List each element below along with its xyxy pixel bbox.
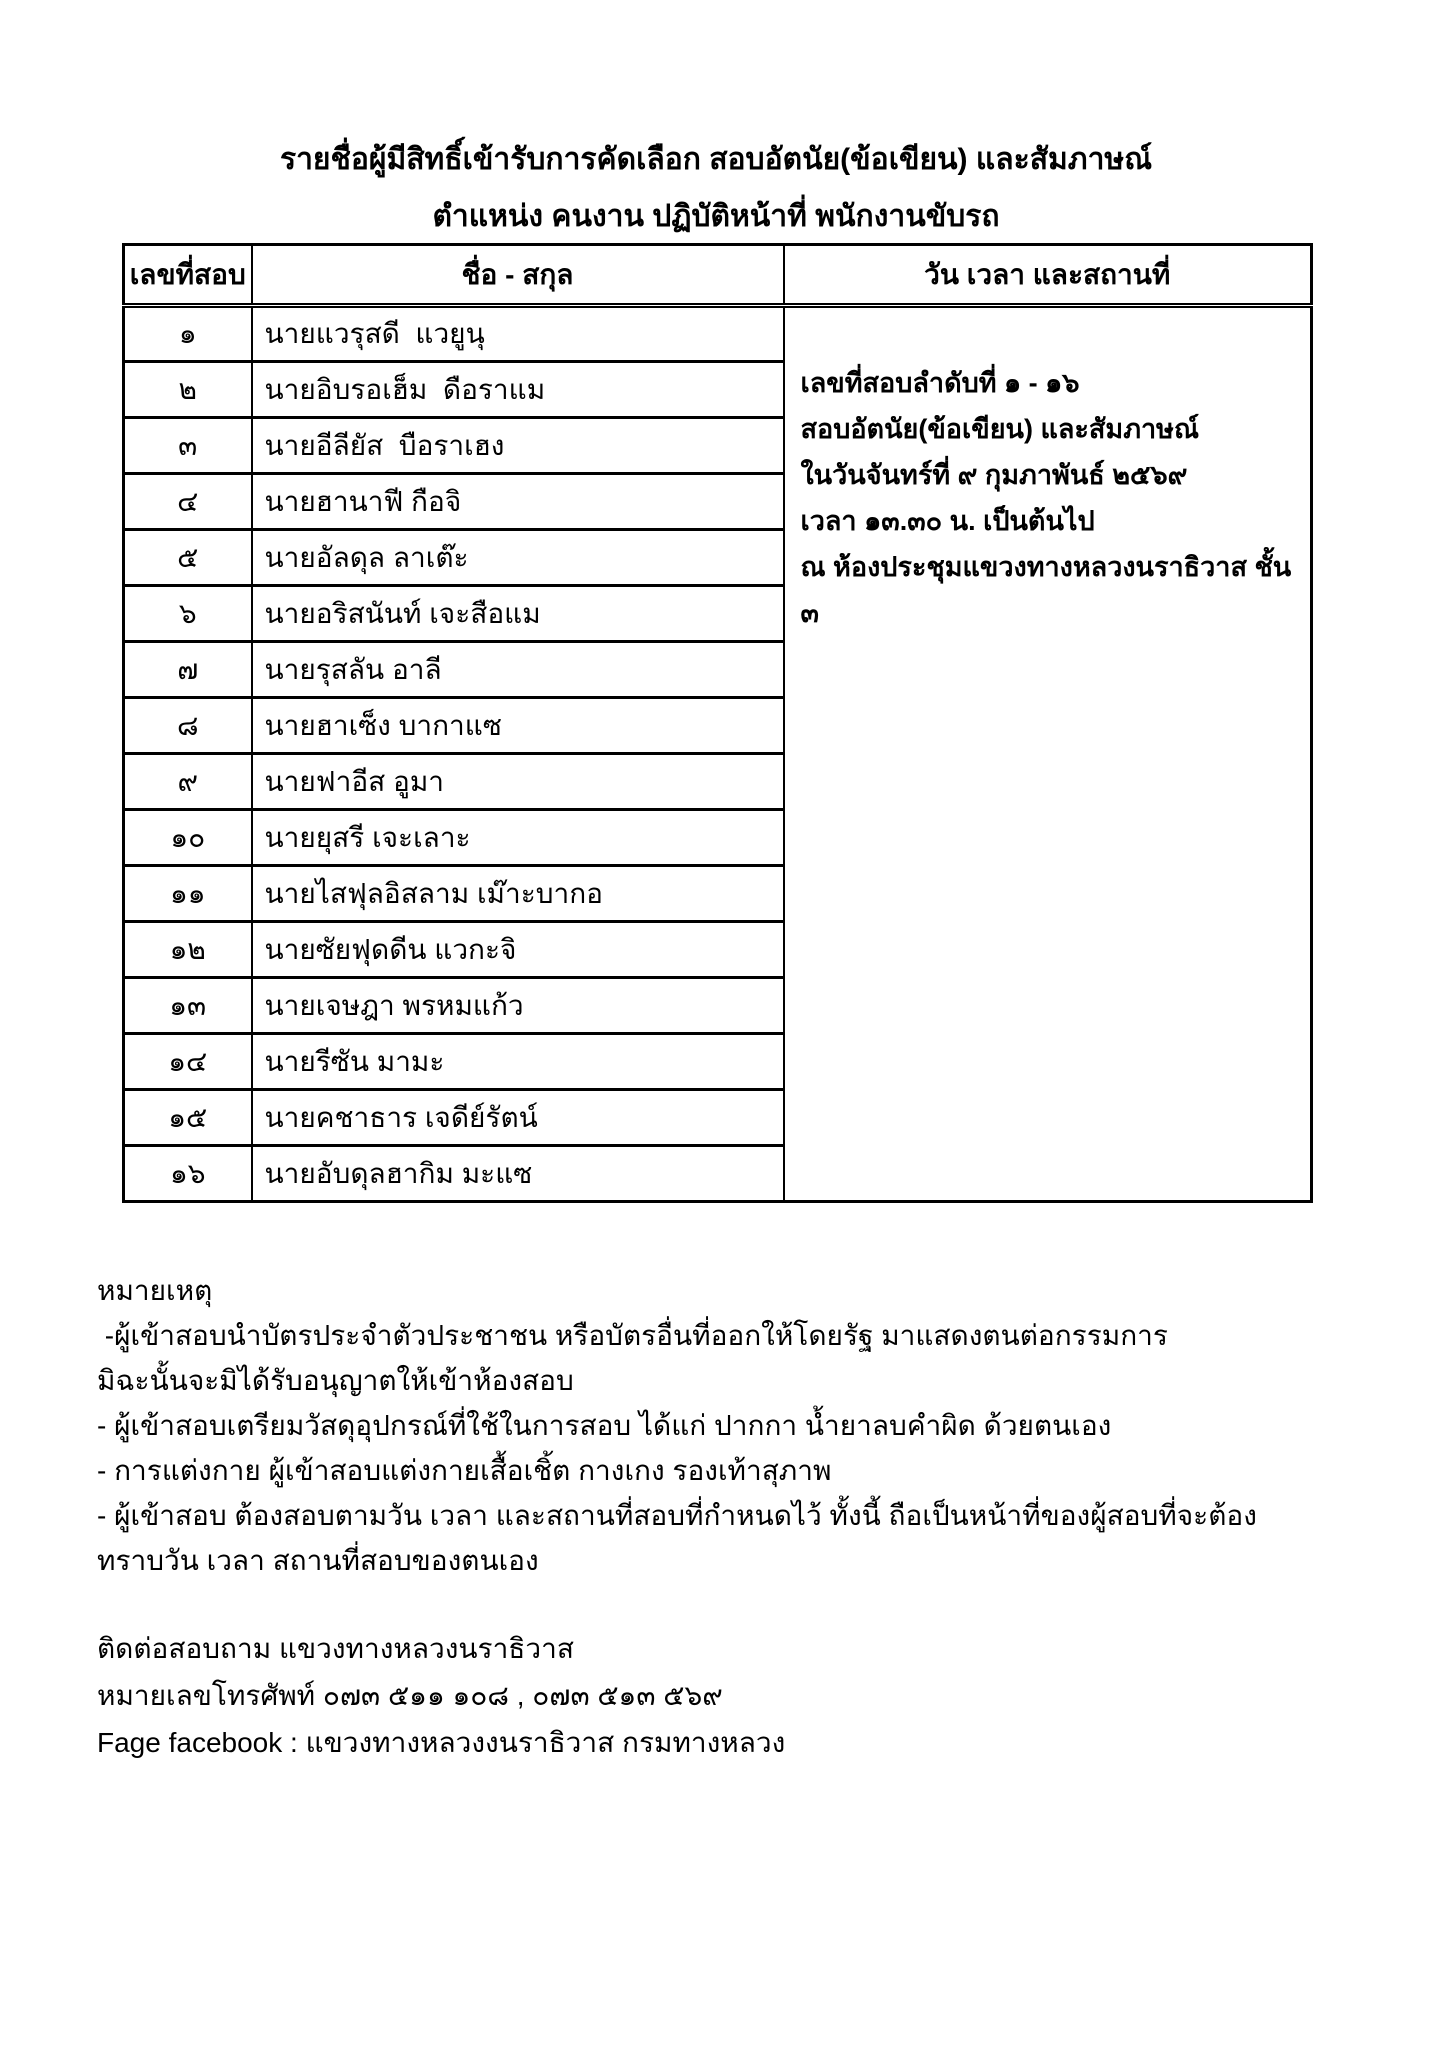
- page-subtitle: ตำแหน่ง คนงาน ปฏิบัติหน้าที่ พนักงานขับรถ: [432, 200, 1000, 233]
- exam-number: ๑: [124, 306, 252, 362]
- exam-number: ๑๖: [124, 1146, 252, 1202]
- schedule-line: เวลา ๑๓.๓๐ น. เป็นต้นไป: [800, 506, 1095, 536]
- table-header-row: [124, 245, 1312, 306]
- schedule-line: ณ ห้องประชุมแขวงทางหลวงนราธิวาส ชั้น ๓: [800, 552, 1299, 628]
- notes-heading: หมายเหตุ: [97, 1275, 213, 1306]
- candidate-name: นายคชาธาร เจดีย์รัตน์: [252, 1090, 784, 1146]
- exam-number: ๓: [124, 418, 252, 474]
- exam-number: ๑๑: [124, 866, 252, 922]
- candidate-name: นายอัลดุล ลาเต๊ะ: [252, 530, 784, 586]
- schedule-line: ในวันจันทร์ที่ ๙ กุมภาพันธ์ ๒๕๖๙: [800, 460, 1188, 490]
- header-name-surname: ชื่อ - สกุล: [252, 245, 784, 306]
- candidate-name: นายฟาอีส อูมา: [252, 754, 784, 810]
- exam-number: ๑๐: [124, 810, 252, 866]
- note-line: -ผู้เข้าสอบนำบัตรประจำตัวประชาชน หรือบัตรอื่นที่ออกให้โดยรัฐ มาแสดงตนต่อกรรมการ: [97, 1320, 1168, 1351]
- exam-number: ๑๕: [124, 1090, 252, 1146]
- schedule-cell: [784, 306, 1312, 1202]
- candidate-name: นายแวรุสดี แวยูนุ: [252, 306, 784, 362]
- candidate-name: นายรีซัน มามะ: [252, 1034, 784, 1090]
- exam-number: ๑๓: [124, 978, 252, 1034]
- candidate-name: นายซัยฟุดดีน แวกะจิ: [252, 922, 784, 978]
- candidate-name: นายอับดุลฮากิม มะแซ: [252, 1146, 784, 1202]
- candidate-name: นายอิบรอเฮ็ม ดือราแม: [252, 362, 784, 418]
- candidate-name: นายฮาเซ็ง บากาแซ: [252, 698, 784, 754]
- candidate-table: [122, 243, 1313, 1203]
- note-line: - ผู้เข้าสอบ ต้องสอบตามวัน เวลา และสถานที่สอบที่กำหนดไว้ ทั้งนี้ ถือเป็นหน้าที่ของผู้สอบที่จะต้อง: [97, 1500, 1257, 1531]
- note-line: ทราบวัน เวลา สถานที่สอบของตนเอง: [97, 1545, 539, 1576]
- exam-number: ๕: [124, 530, 252, 586]
- exam-number: ๗: [124, 642, 252, 698]
- table-row: [124, 306, 1312, 362]
- exam-number: ๖: [124, 586, 252, 642]
- exam-number: ๔: [124, 474, 252, 530]
- notes-section: [97, 1268, 1377, 1583]
- note-line: มิฉะนั้นจะมิได้รับอนุญาตให้เข้าห้องสอบ: [97, 1365, 574, 1396]
- candidate-name: นายอริสนันท์ เจะสือแม: [252, 586, 784, 642]
- exam-number: ๑๔: [124, 1034, 252, 1090]
- header-date-time-place: วัน เวลา และสถานที่: [784, 245, 1312, 306]
- schedule-line: เลขที่สอบลำดับที่ ๑ - ๑๖: [800, 368, 1080, 398]
- header-exam-number: เลขที่สอบ: [124, 245, 252, 306]
- exam-number: ๙: [124, 754, 252, 810]
- exam-number: ๘: [124, 698, 252, 754]
- contact-office-line: ติดต่อสอบถาม แขวงทางหลวงนราธิวาส: [97, 1633, 574, 1664]
- exam-number: ๑๒: [124, 922, 252, 978]
- candidate-name: นายรุสลัน อาลี: [252, 642, 784, 698]
- candidate-name: นายอีลียัส บือราเฮง: [252, 418, 784, 474]
- candidate-name: นายฮานาฟี กือจิ: [252, 474, 784, 530]
- candidate-name: นายไสฟุลอิสลาม เม๊าะบากอ: [252, 866, 784, 922]
- contact-facebook-line: Fage facebook : แขวงทางหลวงงนราธิวาส กรมทางหลวง: [97, 1727, 786, 1758]
- note-line: - การแต่งกาย ผู้เข้าสอบแต่งกายเสื้อเชิ้ต กางเกง รองเท้าสุภาพ: [97, 1455, 832, 1486]
- page-title: รายชื่อผู้มีสิทธิ์เข้ารับการคัดเลือก สอบอัตนัย(ข้อเขียน) และสัมภาษณ์: [279, 143, 1153, 176]
- contact-section: [97, 1625, 1377, 1766]
- note-line: - ผู้เข้าสอบเตรียมวัสดุอุปกรณ์ที่ใช้ในการสอบ ได้แก่ ปากกา น้ำยาลบคำผิด ด้วยตนเอง: [97, 1410, 1112, 1441]
- candidate-name: นายเจษฎา พรหมแก้ว: [252, 978, 784, 1034]
- candidate-name: นายยุสรี เจะเลาะ: [252, 810, 784, 866]
- exam-number: ๒: [124, 362, 252, 418]
- contact-phone-line: หมายเลขโทรศัพท์ ๐๗๓ ๕๑๑ ๑๐๘ , ๐๗๓ ๕๑๓ ๕๖๙: [97, 1680, 723, 1711]
- schedule-line: สอบอัตนัย(ข้อเขียน) และสัมภาษณ์: [800, 414, 1200, 444]
